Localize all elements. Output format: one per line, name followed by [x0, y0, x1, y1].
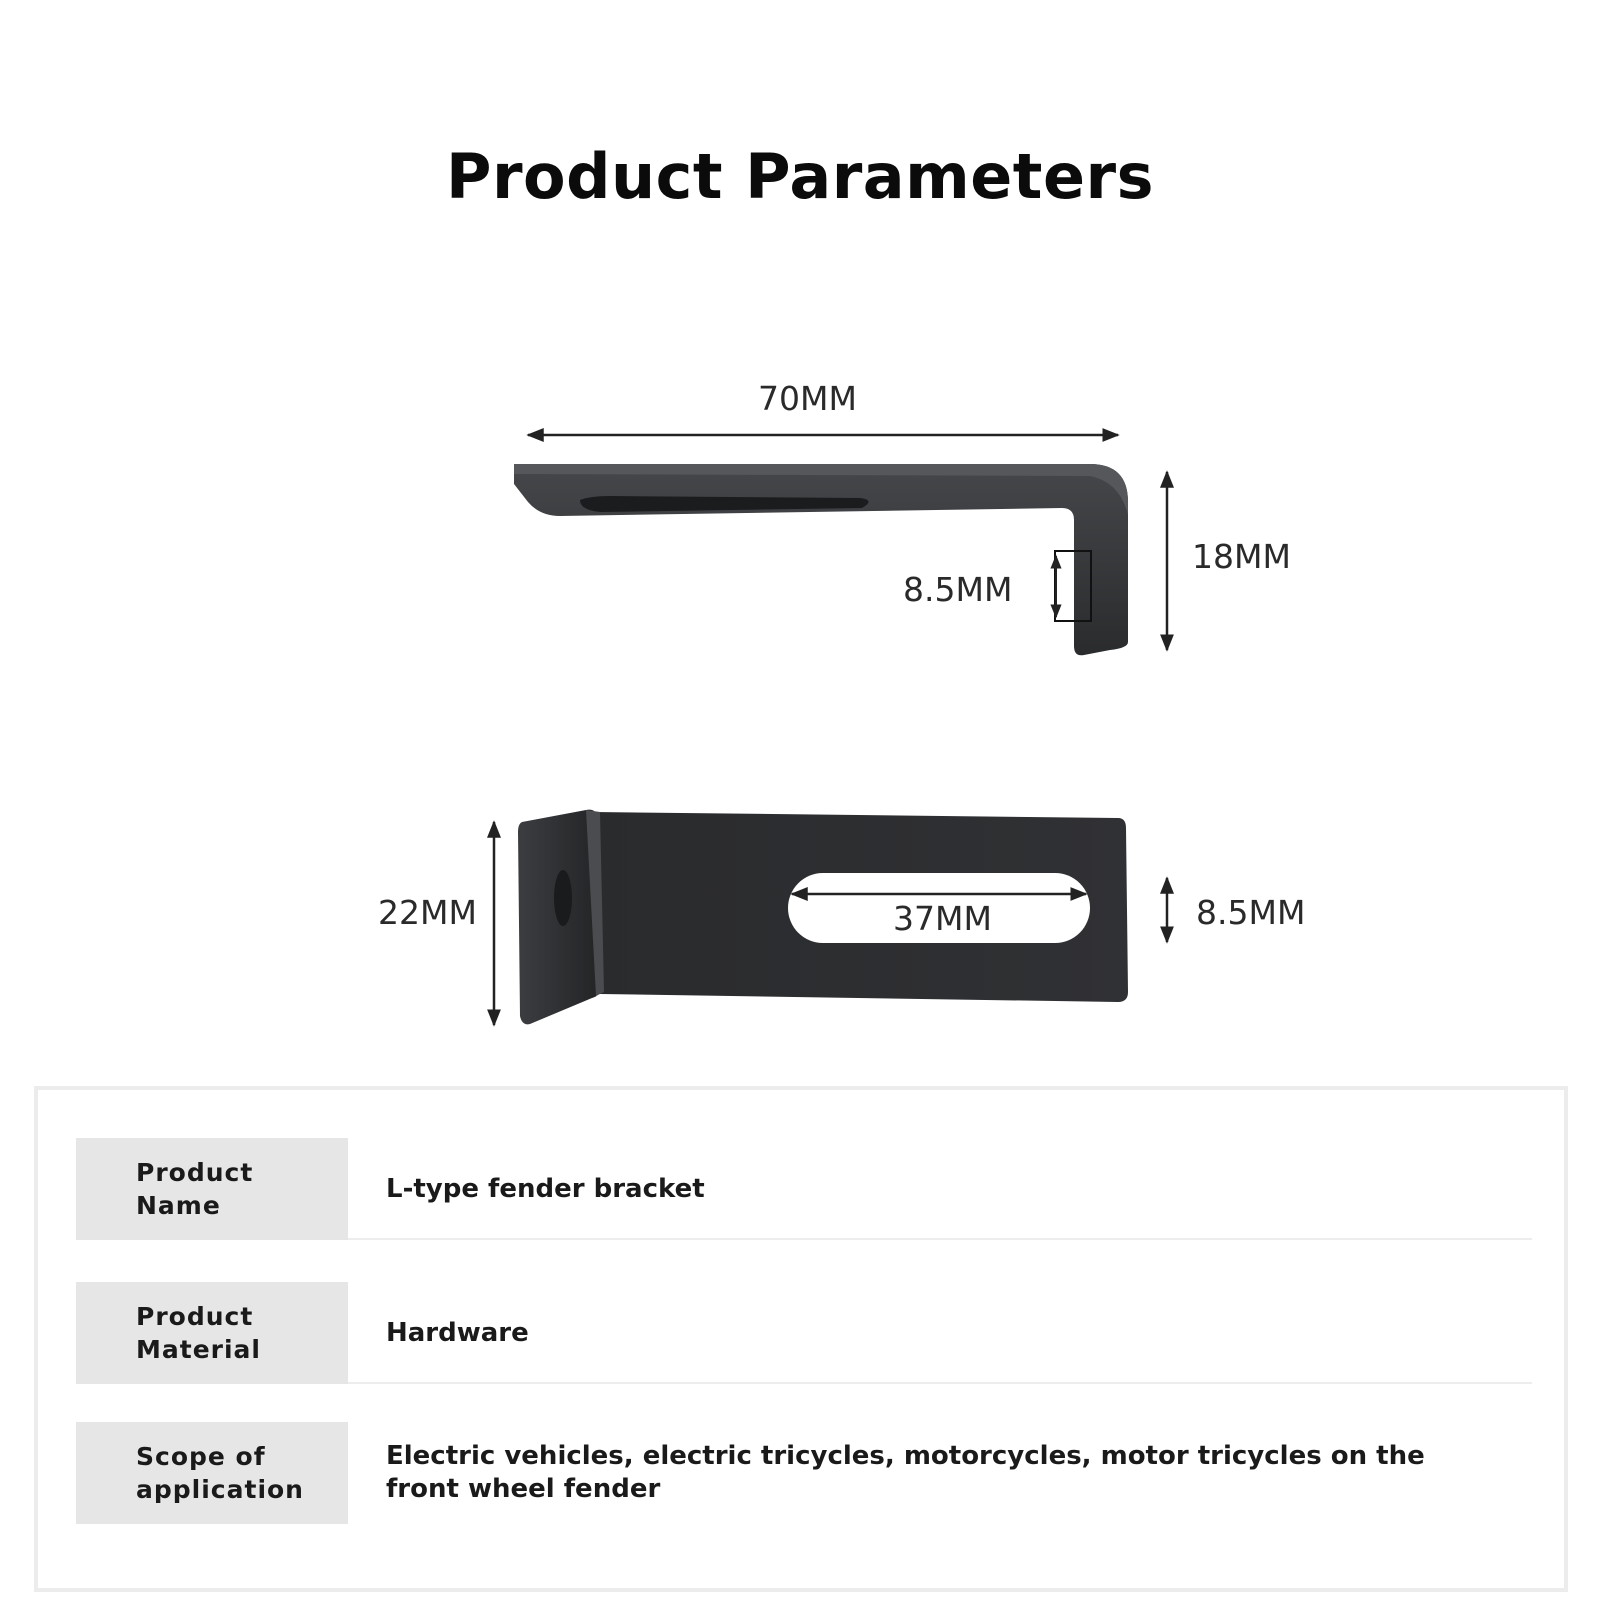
flange-hole — [554, 870, 572, 926]
param-label: Scope of application — [76, 1422, 348, 1524]
bracket-top-view — [518, 810, 1128, 1025]
table-row — [76, 1282, 1532, 1384]
page-title: Product Parameters — [446, 140, 1154, 213]
parameters-table — [34, 1086, 1568, 1592]
row-divider — [348, 1238, 1532, 1240]
row-divider — [348, 1382, 1532, 1384]
param-label: Product Material — [76, 1282, 348, 1384]
param-value: Electric vehicles, electric tricycles, motorcycles, motor tricycles on the front wheel fender — [386, 1441, 1425, 1504]
param-label: Product Name — [76, 1138, 348, 1240]
bracket-side-view — [514, 464, 1128, 655]
param-value: Hardware — [386, 1317, 529, 1348]
table-row — [76, 1138, 1532, 1240]
slot-width-label: 8.5MM — [1196, 893, 1306, 932]
table-row — [76, 1422, 1532, 1524]
slot-length-label: 37MM — [893, 899, 992, 938]
length-label: 70MM — [758, 379, 857, 418]
width-label: 22MM — [378, 893, 477, 932]
bracket-top-arm — [514, 464, 1128, 655]
height-label: 18MM — [1192, 537, 1291, 576]
hole-side-label: 8.5MM — [903, 570, 1013, 609]
param-value: L-type fender bracket — [386, 1173, 705, 1204]
